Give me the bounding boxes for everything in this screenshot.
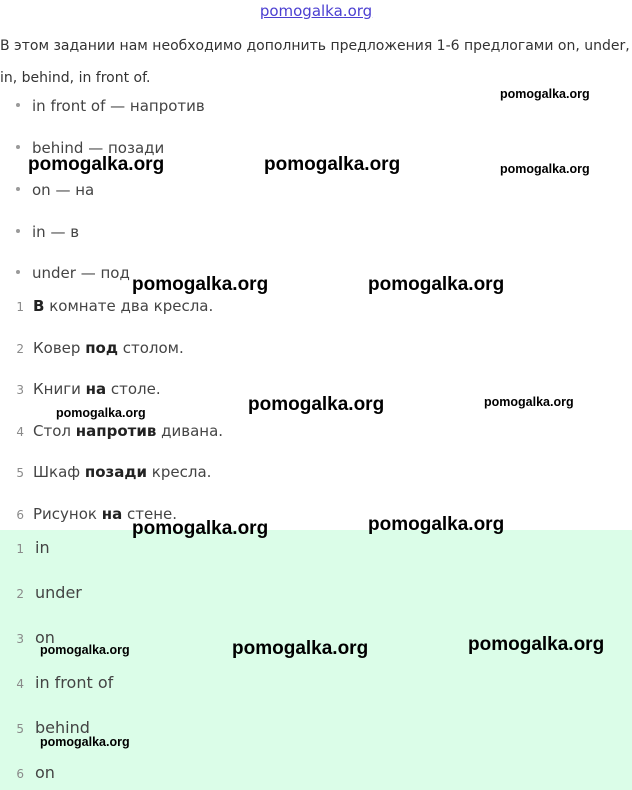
answer-item <box>0 578 82 608</box>
item-number: 3 <box>16 632 24 646</box>
watermark: pomogalka.org <box>132 518 269 539</box>
bullet-icon <box>16 103 20 107</box>
bullet-icon <box>16 270 20 274</box>
bullet-icon <box>16 145 20 149</box>
sentence-item <box>0 417 223 445</box>
vocabulary-item <box>0 259 130 287</box>
sentence-item <box>0 375 161 403</box>
watermark: pomogalka.org <box>40 735 130 749</box>
sentence-text: столом. <box>117 339 184 357</box>
sentence-text: Шкаф <box>33 463 85 481</box>
vocabulary-item <box>0 176 94 204</box>
answer-text: on <box>35 628 55 647</box>
sentence-item <box>0 334 184 362</box>
item-number: 5 <box>16 466 24 480</box>
item-number: 6 <box>16 767 24 781</box>
item-number: 1 <box>16 542 24 556</box>
sentence-answer: на <box>85 380 107 398</box>
sentence-text: Стол <box>33 422 76 440</box>
task-intro: В этом задании нам необходимо дополнить предложения 1-6 предлогами on, under, in, behind, in front of. <box>0 38 630 86</box>
vocabulary-text: on — на <box>32 181 95 199</box>
site-link[interactable]: pomogalka.org <box>259 2 373 20</box>
sentence-answer: под <box>85 339 118 357</box>
vocabulary-text: in — в <box>32 223 80 241</box>
sentence-answer: В <box>33 297 45 315</box>
answer-item <box>0 758 55 788</box>
sentence-text: комнате два кресла. <box>44 297 214 315</box>
sentence-text: Ковер <box>33 339 86 357</box>
watermark: pomogalka.org <box>56 406 146 420</box>
answer-text: behind <box>35 718 90 737</box>
sentence-text: стене. <box>122 505 178 523</box>
answer-text: in front of <box>35 673 114 692</box>
vocabulary-text: behind — позади <box>32 139 165 157</box>
watermark: pomogalka.org <box>500 162 590 176</box>
watermark: pomogalka.org <box>264 154 401 175</box>
item-number: 2 <box>16 587 24 601</box>
vocabulary-text: under — под <box>32 264 130 282</box>
sentence-answer: позади <box>84 463 148 481</box>
answer-text: on <box>35 763 55 782</box>
watermark: pomogalka.org <box>40 643 130 657</box>
sentence-text: Рисунок <box>33 505 102 523</box>
watermark: pomogalka.org <box>500 87 590 101</box>
item-number: 1 <box>16 300 24 314</box>
item-number: 4 <box>16 677 24 691</box>
watermark: pomogalka.org <box>368 274 505 295</box>
sentence-item <box>0 292 213 320</box>
item-number: 3 <box>16 383 24 397</box>
bullet-icon <box>16 229 20 233</box>
watermark: pomogalka.org <box>28 154 165 175</box>
sentence-text: Книги <box>33 380 86 398</box>
item-number: 5 <box>16 722 24 736</box>
item-number: 6 <box>16 508 24 522</box>
sentence-answer: напротив <box>75 422 157 440</box>
vocabulary-text: in front of — напротив <box>32 97 205 115</box>
sentence-text: кресла. <box>147 463 212 481</box>
bullet-icon <box>16 187 20 191</box>
answer-item <box>0 533 50 563</box>
sentence-text: дивана. <box>156 422 224 440</box>
answer-text: in <box>35 538 50 557</box>
item-number: 4 <box>16 425 24 439</box>
watermark: pomogalka.org <box>468 634 605 655</box>
vocabulary-item <box>0 218 79 246</box>
watermark: pomogalka.org <box>484 395 574 409</box>
watermark: pomogalka.org <box>232 638 369 659</box>
answer-item <box>0 668 113 698</box>
watermark: pomogalka.org <box>132 274 269 295</box>
answer-text: under <box>35 583 82 602</box>
watermark: pomogalka.org <box>248 394 385 415</box>
answers-panel <box>0 530 632 790</box>
sentence-answer: на <box>101 505 123 523</box>
sentence-item <box>0 458 211 486</box>
item-number: 2 <box>16 342 24 356</box>
watermark: pomogalka.org <box>368 514 505 535</box>
sentence-text: столе. <box>106 380 161 398</box>
vocabulary-item <box>0 92 205 120</box>
